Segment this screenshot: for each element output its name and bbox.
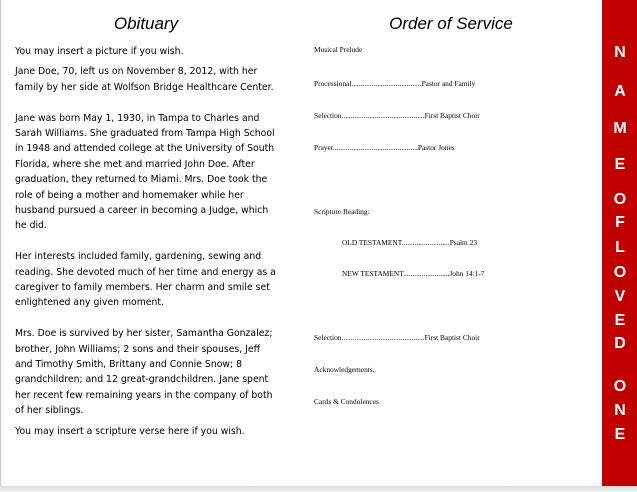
band-letter: E [614, 156, 626, 173]
service-item: Selection.............................................First Baptist Choir [314, 111, 480, 120]
obituary-body [15, 44, 279, 439]
obituary-paragraph: Mrs. Doe is survived by her sister, Samantha Gonzalez; brother, John Williams; 2 sons and their spouses, Jeff and Timothy Smith, Brittany and Connie Snow; 8 grandchildren; and 12 great-grandchildren. Jane spent her recent few remaining years in the company of both of her siblings. [15, 328, 273, 417]
band-letter: L [615, 239, 625, 256]
service-item: Processional......................................Pastor and Family [314, 79, 476, 88]
obituary-paragraph: Jane was born May 1, 1930, in Tampa to Charles and Sarah Williams. She graduated from Tampa High School in 1948 and attended college at the University of South Florida, where she met and married John Doe. After graduation, they returned to Miami. Mrs. Doe took the role of being a mother and homemaker while her husband pursued a career in becoming a Judge, which he did. [15, 112, 275, 232]
service-item: Prayer..............................................Pastor Jones [314, 143, 455, 152]
band-letter: O [613, 191, 627, 208]
band-letter: V [614, 288, 626, 305]
obituary-paragraph: You may insert a scripture verse here if you wish. [15, 425, 245, 437]
band-letter: M [613, 120, 627, 137]
band-letter: D [614, 335, 626, 352]
band-letter: O [613, 264, 627, 281]
name-of-loved-one-band [602, 0, 637, 492]
band-letter: N [614, 402, 626, 419]
service-item: Scripture Reading: [314, 207, 370, 216]
service-item: NEW TESTAMENT.........................John 14:1-7 [342, 269, 485, 278]
service-item: OLD TESTAMENT..........................Psalm 23 [342, 238, 478, 247]
service-item: Selection.............................................First Baptist Choir [314, 333, 480, 342]
obituary-title: Obituary [113, 14, 179, 33]
service-item: Musical Prelude [314, 45, 363, 54]
band-letter: O [613, 378, 627, 395]
band-letter: E [614, 426, 626, 443]
page-shadow [0, 486, 637, 492]
band-letter: N [614, 44, 626, 61]
obituary-paragraph: You may insert a picture if you wish. [15, 46, 184, 57]
service-item: Acknowledgements, [314, 365, 375, 374]
obituary-paragraph: Her interests included family, gardening, sewing and reading. She devoted much of her time and energy as a caregiver to family members. Her charm and smile set enlightened any given moment. [15, 251, 276, 309]
band-letter: E [614, 312, 626, 329]
service-item: Cards & Condolences [314, 397, 379, 406]
order-of-service-title: Order of Service [389, 14, 513, 33]
band-letter: A [614, 83, 626, 100]
band-letter: F [615, 214, 625, 231]
obituary-paragraph: Jane Doe, 70, left us on November 8, 2012, with her family by her side at Wolfson Bridge Healthcare Center. [15, 66, 274, 93]
